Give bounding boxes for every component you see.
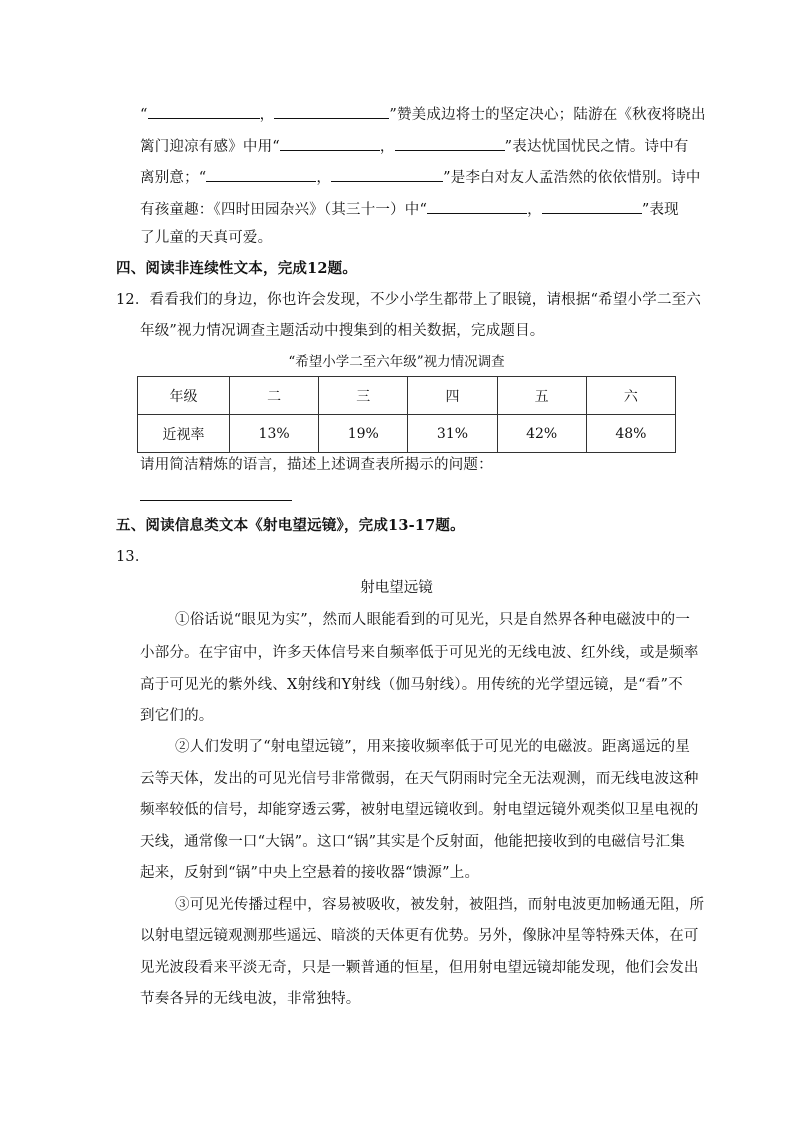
comma: ，	[379, 139, 395, 155]
blank-7[interactable]	[427, 197, 527, 214]
table-cell: 六	[586, 377, 675, 415]
poem-text: 篱门迎凉有感》中用“	[140, 139, 280, 155]
table-cell: 13%	[230, 415, 319, 453]
question-12-line-2: 年级”视力情况调查主题活动中搜集到的相关数据，完成题目。	[140, 323, 545, 339]
paragraph-3-line: ③可见光传播过程中，容易被吸收，被发射，被阻挡，而射电波更加畅通无阻，所	[175, 897, 705, 913]
quote-open: “	[140, 107, 148, 123]
answer-blank[interactable]	[140, 500, 292, 501]
blank-4[interactable]	[395, 134, 505, 151]
paragraph-1-line: ①俗话说“眼见为实”，然而人眼能看到的可见光，只是自然界各种电磁波中的一	[175, 612, 691, 628]
paragraph-1-line: 到它们的。	[140, 708, 214, 724]
article-title: 射电望远镜	[360, 580, 433, 596]
table-title: “希望小学二至六年级”视力情况调查	[288, 354, 505, 370]
section-4-heading: 四、阅读非连续性文本，完成12题。	[116, 260, 358, 277]
table-cell: 四	[408, 377, 497, 415]
poem-line-4	[140, 197, 679, 220]
table-cell: 48%	[586, 415, 675, 453]
table-cell: 42%	[497, 415, 586, 453]
paragraph-3-line: 见光波段看来平淡无奇，只是一颗普通的恒星，但用射电望远镜却能发现，他们会发出	[140, 960, 699, 976]
table-header-rate: 近视率	[138, 415, 230, 453]
paragraph-1-line: 高于可见光的紫外线、X射线和Y射线（伽马射线）。用传统的光学望远镜，是“看”不	[140, 677, 683, 693]
paragraph-3-line: 节奏各异的无线电波，非常独特。	[140, 991, 361, 1007]
blank-5[interactable]	[206, 165, 316, 182]
table-cell: 19%	[319, 415, 408, 453]
table-cell: 31%	[408, 415, 497, 453]
table-row-grade	[138, 377, 676, 415]
poem-line-5: 了儿童的天真可爱。	[140, 230, 273, 246]
blank-2[interactable]	[274, 102, 389, 119]
question-12-prompt: 请用简洁精炼的语言，描述上述调查表所揭示的问题：	[140, 457, 493, 473]
paragraph-2-line: 起来，反射到“锅”中央上空悬着的接收器“馈源”上。	[140, 865, 480, 881]
table-row-rate	[138, 415, 676, 453]
comma: ，	[259, 107, 275, 123]
vision-survey-table	[137, 376, 676, 453]
paragraph-1-line: 小部分。在宇宙中，许多天体信号来自频率低于可见光的无线电波、红外线，或是频率	[140, 645, 699, 661]
blank-1[interactable]	[148, 102, 260, 119]
poem-line-1	[140, 102, 706, 125]
paragraph-2-line: 云等天体，发出的可见光信号非常微弱，在天气阴雨时完全无法观测，而无线电波这种	[140, 771, 699, 787]
poem-text: 有孩童趣：《四时田园杂兴》（其三十一）中“	[140, 202, 428, 218]
poem-text: ”赞美成边将士的坚定决心；陆游在《秋夜将晓出	[389, 107, 706, 123]
table-cell: 三	[319, 377, 408, 415]
blank-8[interactable]	[542, 197, 642, 214]
section-5-heading: 五、阅读信息类文本《射电望远镜》，完成13-17题。	[116, 517, 465, 534]
poem-line-3	[140, 165, 701, 188]
comma: ，	[316, 170, 332, 186]
comma: ，	[527, 202, 542, 218]
paragraph-2-line: ②人们发明了“射电望远镜”，用来接收频率低于可见光的电磁波。距离遥远的星	[175, 739, 691, 755]
poem-text: ”是李白对友人孟浩然的依依惜别。诗中	[443, 170, 701, 186]
paragraph-2-line: 天线，通常像一口“大锅”。这口“锅”其实是个反射面，他能把接收到的电磁信号汇集	[140, 834, 685, 850]
question-13-label: 13．	[116, 549, 150, 565]
question-12-line-1: 12．看看我们的身边，你也许会发现，不少小学生都带上了眼镜，请根据“希望小学二至六	[116, 292, 702, 308]
paragraph-2-line: 频率较低的信号，却能穿透云雾，被射电望远镜收到。射电望远镜外观类似卫星电视的	[140, 802, 699, 818]
table-cell: 五	[497, 377, 586, 415]
poem-text: ”表达忧国忧民之情。诗中有	[504, 139, 689, 155]
blank-6[interactable]	[331, 165, 443, 182]
poem-text: ”表现	[641, 202, 679, 218]
poem-text: 离别意；“	[140, 170, 207, 186]
blank-3[interactable]	[280, 134, 380, 151]
table-cell: 二	[230, 377, 319, 415]
paragraph-3-line: 以射电望远镜观测那些遥远、暗淡的天体更有优势。另外，像脉冲星等特殊天体，在可	[140, 928, 699, 944]
poem-line-2	[140, 134, 689, 157]
table-header-grade: 年级	[138, 377, 230, 415]
